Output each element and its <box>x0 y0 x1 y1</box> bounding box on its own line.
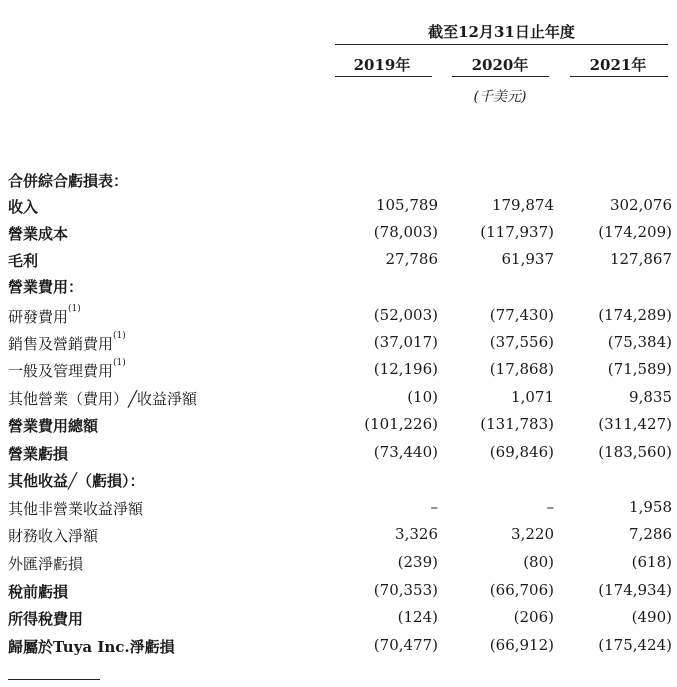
row-label <box>8 388 197 409</box>
row-label <box>8 276 83 297</box>
row-label <box>8 333 126 354</box>
row-label-text: 合併綜合虧損表： <box>8 172 129 190</box>
year-2021-header: 2021年 <box>589 56 647 74</box>
table-row <box>0 415 677 442</box>
table-row <box>0 223 677 250</box>
value-cell-2019: (70,353) <box>373 581 438 599</box>
value-cell-2020: – <box>546 498 554 516</box>
row-label-text: 其他收益╱（虧損）： <box>8 472 145 490</box>
value-cell-2020: (69,846) <box>489 443 554 461</box>
value-cell-2020: (37,556) <box>489 333 554 351</box>
value-cell-2020: (80) <box>523 553 554 571</box>
row-label <box>8 306 81 327</box>
value-cell-2019: (124) <box>397 608 438 626</box>
value-cell-2021: (183,560) <box>598 443 672 461</box>
table-row <box>0 333 677 360</box>
row-label <box>8 470 145 491</box>
period-header: 截至12月31日止年度 <box>428 23 575 41</box>
value-cell-2019: (101,226) <box>364 415 438 433</box>
value-cell-2021: 7,286 <box>629 525 672 543</box>
value-cell-2020: (206) <box>513 608 554 626</box>
value-cell-2020: (66,706) <box>489 581 554 599</box>
row-label <box>8 360 126 381</box>
value-cell-2019: (73,440) <box>373 443 438 461</box>
value-cell-2021: (174,209) <box>598 223 672 241</box>
row-label <box>8 250 38 271</box>
row-label <box>8 581 68 602</box>
table-row <box>0 360 677 387</box>
row-label-text: 稅前虧損 <box>8 583 69 601</box>
value-cell-2019: 3,326 <box>395 525 438 543</box>
table-row <box>0 443 677 470</box>
row-label-text: 財務收入淨額 <box>8 527 99 545</box>
row-label-text: 營業費用總額 <box>8 417 99 435</box>
row-label-text: 其他營業（費用）╱收益淨額 <box>8 390 198 408</box>
row-label-text: 營業虧損 <box>8 445 69 463</box>
unit-label: (千美元) <box>473 89 527 105</box>
value-cell-2020: 3,220 <box>511 525 554 543</box>
value-cell-2021: 1,958 <box>629 498 672 516</box>
value-cell-2021: (175,424) <box>598 636 672 654</box>
year-2021-rule <box>570 76 668 77</box>
value-cell-2020: 1,071 <box>511 388 554 406</box>
value-cell-2021: (71,589) <box>607 360 672 378</box>
value-cell-2021: (311,427) <box>598 415 672 433</box>
table-row <box>0 581 677 608</box>
footnote-rule <box>8 679 100 680</box>
value-cell-2019: (78,003) <box>373 223 438 241</box>
footnote-marker: (1) <box>68 304 81 314</box>
row-label-text: 收入 <box>8 198 39 216</box>
table-row <box>0 470 677 497</box>
year-2020-rule <box>452 76 549 77</box>
row-label-text: 所得稅費用 <box>8 610 84 628</box>
year-2019-rule <box>335 76 432 77</box>
table-row <box>0 608 677 635</box>
row-label-text: 外匯淨虧損 <box>8 555 84 573</box>
value-cell-2019: (239) <box>397 553 438 571</box>
table-row <box>0 170 677 197</box>
value-cell-2021: 9,835 <box>629 388 672 406</box>
year-2020-header: 2020年 <box>471 56 529 74</box>
row-label-text: 營業成本 <box>8 225 69 243</box>
row-label-text: 銷售及營銷費用 <box>8 335 114 353</box>
header-rule <box>335 44 668 45</box>
value-cell-2020: (66,912) <box>489 636 554 654</box>
table-row <box>0 498 677 525</box>
row-label <box>8 223 68 244</box>
row-label <box>8 170 128 191</box>
table-row <box>0 306 677 333</box>
value-cell-2021: (75,384) <box>607 333 672 351</box>
value-cell-2020: (77,430) <box>489 306 554 324</box>
row-label <box>8 636 175 657</box>
value-cell-2021: (174,289) <box>598 306 672 324</box>
value-cell-2021: 302,076 <box>609 196 672 214</box>
table-row <box>0 553 677 580</box>
value-cell-2019: (10) <box>407 388 438 406</box>
value-cell-2021: 127,867 <box>609 250 672 268</box>
table-row <box>0 636 677 663</box>
row-label-text: 其他非營業收益淨額 <box>8 500 144 518</box>
value-cell-2019: (12,196) <box>373 360 438 378</box>
row-label-text: 歸屬於Tuya Inc.淨虧損 <box>8 638 175 656</box>
table-row <box>0 525 677 552</box>
table-row <box>0 196 677 223</box>
value-cell-2021: (490) <box>631 608 672 626</box>
row-label-text: 研發費用 <box>8 308 69 326</box>
row-label <box>8 608 83 629</box>
row-label-text: 毛利 <box>8 252 39 270</box>
row-label <box>8 525 98 546</box>
value-cell-2021: (174,934) <box>598 581 672 599</box>
value-cell-2021: (618) <box>631 553 672 571</box>
value-cell-2020: (17,868) <box>489 360 554 378</box>
value-cell-2019: (52,003) <box>373 306 438 324</box>
value-cell-2020: (117,937) <box>480 223 554 241</box>
value-cell-2020: (131,783) <box>480 415 554 433</box>
value-cell-2019: 105,789 <box>375 196 438 214</box>
table-row <box>0 276 677 303</box>
row-label <box>8 553 83 574</box>
row-label-text: 一般及管理費用 <box>8 362 114 380</box>
value-cell-2019: (37,017) <box>373 333 438 351</box>
row-label <box>8 498 143 519</box>
year-2019-header: 2019年 <box>353 56 411 74</box>
row-label <box>8 196 38 217</box>
row-label <box>8 415 98 436</box>
value-cell-2019: – <box>430 498 438 516</box>
value-cell-2020: 61,937 <box>501 250 554 268</box>
footnote-marker: (1) <box>113 358 126 368</box>
table-row <box>0 388 677 415</box>
value-cell-2019: 27,786 <box>385 250 438 268</box>
footnote-marker: (1) <box>113 331 126 341</box>
row-label-text: 營業費用： <box>8 278 84 296</box>
value-cell-2019: (70,477) <box>373 636 438 654</box>
value-cell-2020: 179,874 <box>491 196 554 214</box>
table-row <box>0 250 677 277</box>
row-label <box>8 443 68 464</box>
